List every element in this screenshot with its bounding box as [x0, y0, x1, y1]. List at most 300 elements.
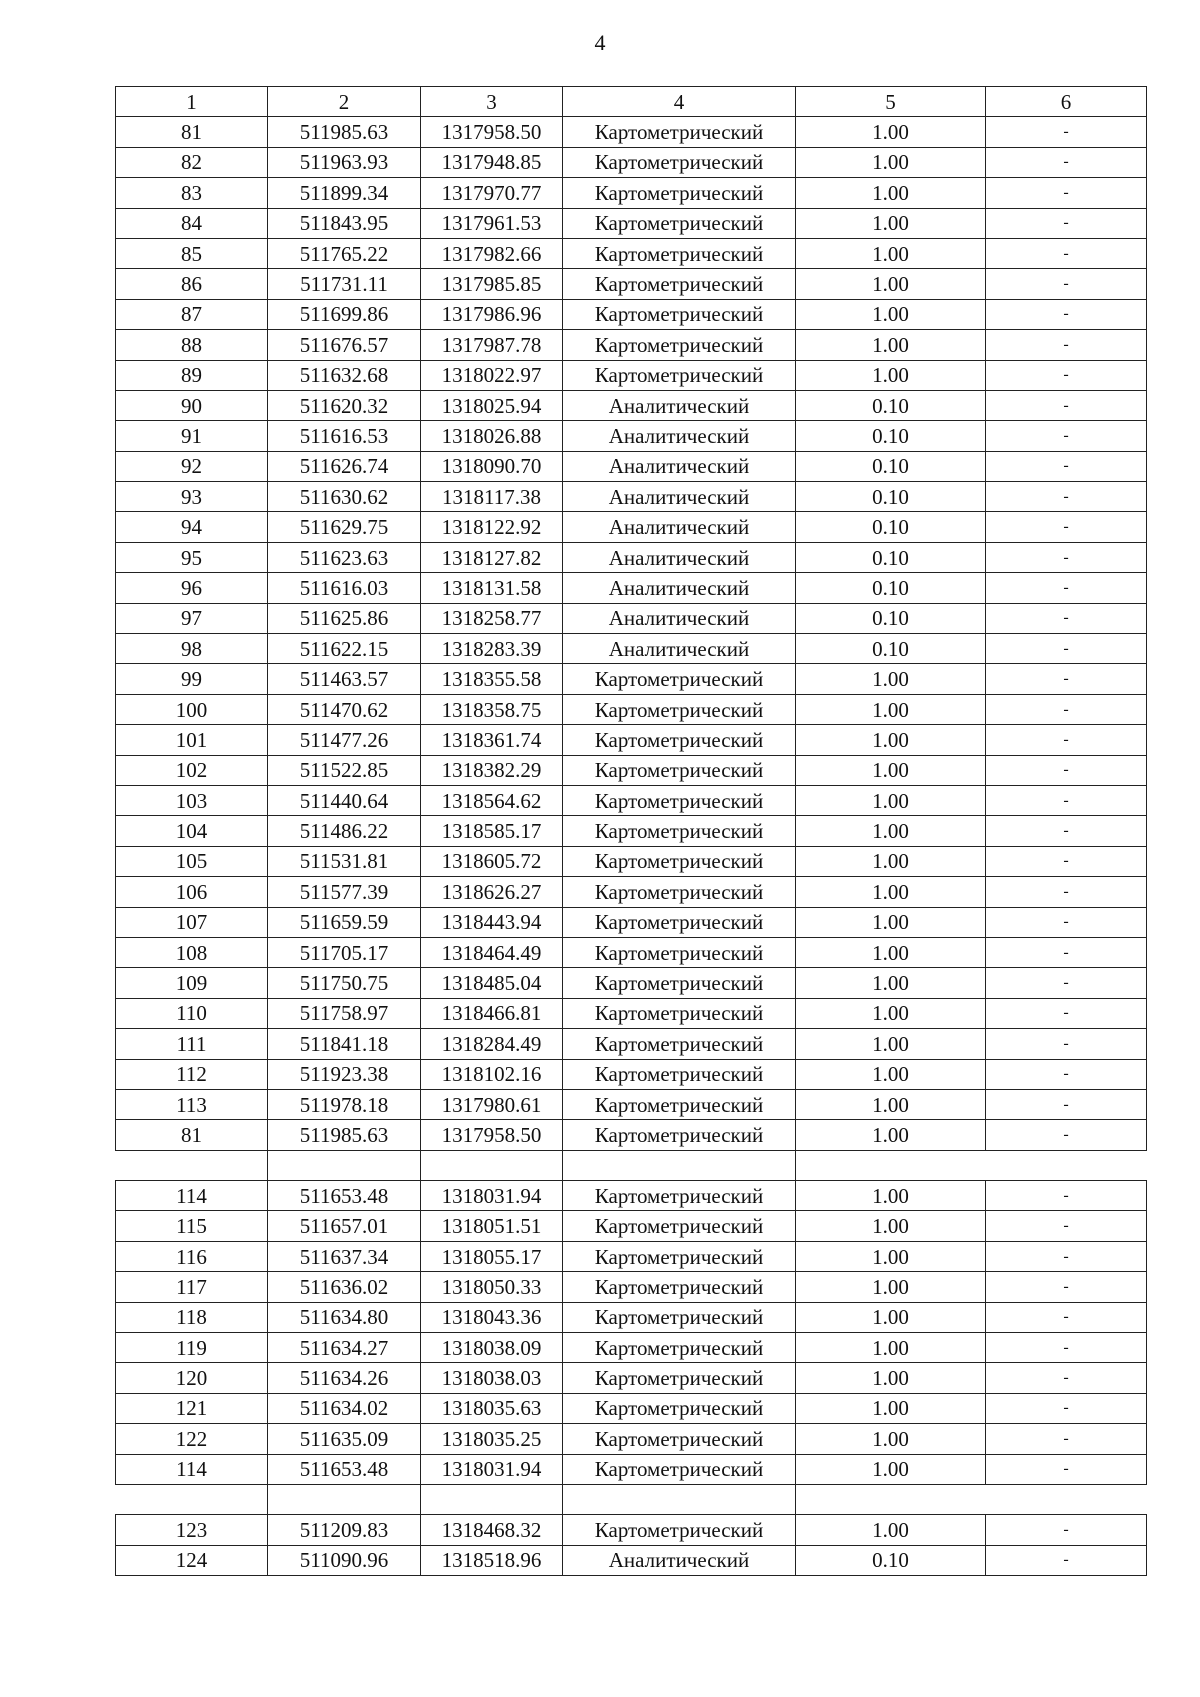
method-cell: Картометрический	[563, 1029, 796, 1059]
accuracy-cell: 0.10	[796, 390, 986, 420]
accuracy-cell: 1.00	[796, 1424, 986, 1454]
y-coordinate-cell: 1318382.29	[421, 755, 563, 785]
x-coordinate-cell: 511659.59	[268, 907, 421, 937]
table-row	[116, 1545, 1147, 1575]
accuracy-cell: 1.00	[796, 269, 986, 299]
note-cell: -	[986, 451, 1147, 481]
note-cell: -	[986, 634, 1147, 664]
method-cell: Аналитический	[563, 542, 796, 572]
table-row	[116, 755, 1147, 785]
point-number-cell: 102	[116, 755, 268, 785]
empty-cell	[563, 1150, 796, 1180]
method-cell: Картометрический	[563, 178, 796, 208]
point-number-cell: 111	[116, 1029, 268, 1059]
note-cell: -	[986, 816, 1147, 846]
note-cell: -	[986, 998, 1147, 1028]
accuracy-cell: 1.00	[796, 1363, 986, 1393]
y-coordinate-cell: 1317980.61	[421, 1089, 563, 1119]
table-row	[116, 603, 1147, 633]
note-cell: -	[986, 1333, 1147, 1363]
x-coordinate-cell: 511623.63	[268, 542, 421, 572]
x-coordinate-cell: 511630.62	[268, 482, 421, 512]
method-cell: Аналитический	[563, 634, 796, 664]
blank-separator-row	[116, 1484, 1147, 1514]
x-coordinate-cell: 511636.02	[268, 1272, 421, 1302]
point-number-cell: 97	[116, 603, 268, 633]
note-cell: -	[986, 421, 1147, 451]
table-row	[116, 1424, 1147, 1454]
x-coordinate-cell: 511758.97	[268, 998, 421, 1028]
note-cell: -	[986, 1181, 1147, 1211]
note-cell: -	[986, 117, 1147, 147]
method-cell: Картометрический	[563, 907, 796, 937]
point-number-cell: 81	[116, 1120, 268, 1150]
accuracy-cell: 1.00	[796, 846, 986, 876]
accuracy-cell: 1.00	[796, 1302, 986, 1332]
accuracy-cell: 1.00	[796, 755, 986, 785]
y-coordinate-cell: 1317970.77	[421, 178, 563, 208]
point-number-cell: 116	[116, 1241, 268, 1271]
method-cell: Аналитический	[563, 390, 796, 420]
table-row	[116, 421, 1147, 451]
note-cell: -	[986, 755, 1147, 785]
note-cell: -	[986, 907, 1147, 937]
x-coordinate-cell: 511616.53	[268, 421, 421, 451]
x-coordinate-cell: 511620.32	[268, 390, 421, 420]
point-number-cell: 107	[116, 907, 268, 937]
empty-cell	[563, 1484, 796, 1514]
x-coordinate-cell: 511634.27	[268, 1333, 421, 1363]
x-coordinate-cell: 511985.63	[268, 117, 421, 147]
point-number-cell: 109	[116, 968, 268, 998]
accuracy-cell: 1.00	[796, 1181, 986, 1211]
x-coordinate-cell: 511765.22	[268, 238, 421, 268]
note-cell: -	[986, 482, 1147, 512]
note-cell: -	[986, 390, 1147, 420]
method-cell: Картометрический	[563, 208, 796, 238]
table-row	[116, 542, 1147, 572]
table-row	[116, 1059, 1147, 1089]
x-coordinate-cell: 511635.09	[268, 1424, 421, 1454]
accuracy-cell: 1.00	[796, 1272, 986, 1302]
table-row	[116, 968, 1147, 998]
table-row	[116, 1181, 1147, 1211]
method-cell: Картометрический	[563, 147, 796, 177]
note-cell: -	[986, 1241, 1147, 1271]
point-number-cell: 98	[116, 634, 268, 664]
x-coordinate-cell: 511629.75	[268, 512, 421, 542]
accuracy-cell: 0.10	[796, 482, 986, 512]
x-coordinate-cell: 511731.11	[268, 269, 421, 299]
point-number-cell: 101	[116, 725, 268, 755]
x-coordinate-cell: 511637.34	[268, 1241, 421, 1271]
column-header: 1	[116, 87, 268, 117]
accuracy-cell: 0.10	[796, 603, 986, 633]
accuracy-cell: 0.10	[796, 1545, 986, 1575]
method-cell: Аналитический	[563, 482, 796, 512]
y-coordinate-cell: 1318564.62	[421, 785, 563, 815]
note-cell: -	[986, 664, 1147, 694]
y-coordinate-cell: 1318355.58	[421, 664, 563, 694]
method-cell: Картометрический	[563, 725, 796, 755]
y-coordinate-cell: 1317948.85	[421, 147, 563, 177]
y-coordinate-cell: 1318283.39	[421, 634, 563, 664]
empty-cell	[986, 1150, 1147, 1180]
y-coordinate-cell: 1318022.97	[421, 360, 563, 390]
table-row	[116, 1120, 1147, 1150]
table-row	[116, 117, 1147, 147]
point-number-cell: 114	[116, 1454, 268, 1484]
accuracy-cell: 1.00	[796, 725, 986, 755]
table-row	[116, 1515, 1147, 1545]
table-row	[116, 1241, 1147, 1271]
point-number-cell: 95	[116, 542, 268, 572]
note-cell: -	[986, 269, 1147, 299]
note-cell: -	[986, 725, 1147, 755]
method-cell: Картометрический	[563, 1393, 796, 1423]
accuracy-cell: 0.10	[796, 421, 986, 451]
page-number: 4	[594, 30, 606, 55]
note-cell: -	[986, 1302, 1147, 1332]
accuracy-cell: 0.10	[796, 542, 986, 572]
table-row	[116, 1333, 1147, 1363]
point-number-cell: 122	[116, 1424, 268, 1454]
empty-cell	[421, 1150, 563, 1180]
table-row	[116, 1029, 1147, 1059]
x-coordinate-cell: 511577.39	[268, 877, 421, 907]
accuracy-cell: 1.00	[796, 968, 986, 998]
note-cell: -	[986, 1393, 1147, 1423]
table-body	[116, 117, 1147, 1576]
table-row	[116, 1393, 1147, 1423]
table-row	[116, 907, 1147, 937]
method-cell: Картометрический	[563, 998, 796, 1028]
point-number-cell: 124	[116, 1545, 268, 1575]
table-row	[116, 238, 1147, 268]
point-number-cell: 103	[116, 785, 268, 815]
y-coordinate-cell: 1318361.74	[421, 725, 563, 755]
y-coordinate-cell: 1318051.51	[421, 1211, 563, 1241]
accuracy-cell: 1.00	[796, 178, 986, 208]
y-coordinate-cell: 1318626.27	[421, 877, 563, 907]
note-cell: -	[986, 1211, 1147, 1241]
note-cell: -	[986, 877, 1147, 907]
accuracy-cell: 1.00	[796, 299, 986, 329]
y-coordinate-cell: 1317982.66	[421, 238, 563, 268]
y-coordinate-cell: 1317958.50	[421, 117, 563, 147]
point-number-cell: 104	[116, 816, 268, 846]
accuracy-cell: 1.00	[796, 1211, 986, 1241]
y-coordinate-cell: 1318284.49	[421, 1029, 563, 1059]
header-row	[116, 87, 1147, 117]
note-cell: -	[986, 785, 1147, 815]
method-cell: Аналитический	[563, 1545, 796, 1575]
accuracy-cell: 1.00	[796, 1241, 986, 1271]
point-number-cell: 117	[116, 1272, 268, 1302]
accuracy-cell: 0.10	[796, 512, 986, 542]
y-coordinate-cell: 1318025.94	[421, 390, 563, 420]
x-coordinate-cell: 511653.48	[268, 1454, 421, 1484]
accuracy-cell: 1.00	[796, 117, 986, 147]
y-coordinate-cell: 1318468.32	[421, 1515, 563, 1545]
accuracy-cell: 1.00	[796, 1029, 986, 1059]
point-number-cell: 123	[116, 1515, 268, 1545]
accuracy-cell: 1.00	[796, 694, 986, 724]
note-cell: -	[986, 1424, 1147, 1454]
point-number-cell: 92	[116, 451, 268, 481]
note-cell: -	[986, 512, 1147, 542]
point-number-cell: 89	[116, 360, 268, 390]
accuracy-cell: 1.00	[796, 998, 986, 1028]
method-cell: Картометрический	[563, 1272, 796, 1302]
accuracy-cell: 1.00	[796, 147, 986, 177]
note-cell: -	[986, 573, 1147, 603]
empty-cell	[116, 1484, 268, 1514]
note-cell: -	[986, 1515, 1147, 1545]
accuracy-cell: 1.00	[796, 937, 986, 967]
note-cell: -	[986, 1029, 1147, 1059]
accuracy-cell: 0.10	[796, 573, 986, 603]
table-row	[116, 694, 1147, 724]
y-coordinate-cell: 1318122.92	[421, 512, 563, 542]
note-cell: -	[986, 1545, 1147, 1575]
method-cell: Аналитический	[563, 603, 796, 633]
y-coordinate-cell: 1318358.75	[421, 694, 563, 724]
accuracy-cell: 1.00	[796, 330, 986, 360]
accuracy-cell: 1.00	[796, 1454, 986, 1484]
x-coordinate-cell: 511978.18	[268, 1089, 421, 1119]
method-cell: Картометрический	[563, 360, 796, 390]
table-row	[116, 1454, 1147, 1484]
x-coordinate-cell: 511632.68	[268, 360, 421, 390]
accuracy-cell: 1.00	[796, 1089, 986, 1119]
table-row	[116, 360, 1147, 390]
table-row	[116, 178, 1147, 208]
column-header: 4	[563, 87, 796, 117]
y-coordinate-cell: 1317961.53	[421, 208, 563, 238]
note-cell: -	[986, 1272, 1147, 1302]
table-row	[116, 451, 1147, 481]
point-number-cell: 84	[116, 208, 268, 238]
table-row	[116, 816, 1147, 846]
table-row	[116, 1089, 1147, 1119]
point-number-cell: 121	[116, 1393, 268, 1423]
note-cell: -	[986, 208, 1147, 238]
x-coordinate-cell: 511616.03	[268, 573, 421, 603]
x-coordinate-cell: 511841.18	[268, 1029, 421, 1059]
y-coordinate-cell: 1318131.58	[421, 573, 563, 603]
accuracy-cell: 0.10	[796, 451, 986, 481]
method-cell: Картометрический	[563, 816, 796, 846]
table-row	[116, 846, 1147, 876]
note-cell: -	[986, 1454, 1147, 1484]
note-cell: -	[986, 360, 1147, 390]
method-cell: Аналитический	[563, 451, 796, 481]
x-coordinate-cell: 511676.57	[268, 330, 421, 360]
note-cell: -	[986, 1089, 1147, 1119]
note-cell: -	[986, 1120, 1147, 1150]
x-coordinate-cell: 511531.81	[268, 846, 421, 876]
method-cell: Картометрический	[563, 1454, 796, 1484]
method-cell: Картометрический	[563, 1515, 796, 1545]
y-coordinate-cell: 1317985.85	[421, 269, 563, 299]
method-cell: Картометрический	[563, 117, 796, 147]
accuracy-cell: 1.00	[796, 238, 986, 268]
table-row	[116, 573, 1147, 603]
table-header	[116, 87, 1147, 117]
empty-cell	[421, 1484, 563, 1514]
point-number-cell: 106	[116, 877, 268, 907]
empty-cell	[796, 1150, 986, 1180]
table-row	[116, 1363, 1147, 1393]
y-coordinate-cell: 1318035.63	[421, 1393, 563, 1423]
method-cell: Картометрический	[563, 755, 796, 785]
method-cell: Картометрический	[563, 299, 796, 329]
point-number-cell: 110	[116, 998, 268, 1028]
point-number-cell: 86	[116, 269, 268, 299]
x-coordinate-cell: 511486.22	[268, 816, 421, 846]
blank-separator-row	[116, 1150, 1147, 1180]
x-coordinate-cell: 511622.15	[268, 634, 421, 664]
point-number-cell: 120	[116, 1363, 268, 1393]
table-row	[116, 1211, 1147, 1241]
accuracy-cell: 1.00	[796, 907, 986, 937]
x-coordinate-cell: 511440.64	[268, 785, 421, 815]
x-coordinate-cell: 511750.75	[268, 968, 421, 998]
coordinates-table	[115, 86, 1147, 1576]
x-coordinate-cell: 511470.62	[268, 694, 421, 724]
x-coordinate-cell: 511634.80	[268, 1302, 421, 1332]
x-coordinate-cell: 511625.86	[268, 603, 421, 633]
method-cell: Картометрический	[563, 269, 796, 299]
note-cell: -	[986, 542, 1147, 572]
note-cell: -	[986, 1363, 1147, 1393]
x-coordinate-cell: 511923.38	[268, 1059, 421, 1089]
x-coordinate-cell: 511626.74	[268, 451, 421, 481]
y-coordinate-cell: 1318485.04	[421, 968, 563, 998]
accuracy-cell: 1.00	[796, 1515, 986, 1545]
note-cell: -	[986, 1059, 1147, 1089]
y-coordinate-cell: 1318127.82	[421, 542, 563, 572]
accuracy-cell: 1.00	[796, 664, 986, 694]
point-number-cell: 87	[116, 299, 268, 329]
empty-cell	[986, 1484, 1147, 1514]
x-coordinate-cell: 511843.95	[268, 208, 421, 238]
table-row	[116, 512, 1147, 542]
note-cell: -	[986, 178, 1147, 208]
method-cell: Аналитический	[563, 421, 796, 451]
point-number-cell: 113	[116, 1089, 268, 1119]
table-row	[116, 998, 1147, 1028]
method-cell: Картометрический	[563, 785, 796, 815]
point-number-cell: 90	[116, 390, 268, 420]
table-row	[116, 482, 1147, 512]
method-cell: Картометрический	[563, 1302, 796, 1332]
y-coordinate-cell: 1318038.03	[421, 1363, 563, 1393]
method-cell: Картометрический	[563, 937, 796, 967]
accuracy-cell: 1.00	[796, 877, 986, 907]
method-cell: Аналитический	[563, 512, 796, 542]
y-coordinate-cell: 1317987.78	[421, 330, 563, 360]
x-coordinate-cell: 511477.26	[268, 725, 421, 755]
point-number-cell: 96	[116, 573, 268, 603]
y-coordinate-cell: 1318117.38	[421, 482, 563, 512]
method-cell: Картометрический	[563, 1333, 796, 1363]
table-row	[116, 664, 1147, 694]
y-coordinate-cell: 1318466.81	[421, 998, 563, 1028]
method-cell: Картометрический	[563, 1424, 796, 1454]
accuracy-cell: 0.10	[796, 634, 986, 664]
note-cell: -	[986, 603, 1147, 633]
method-cell: Картометрический	[563, 330, 796, 360]
y-coordinate-cell: 1318043.36	[421, 1302, 563, 1332]
column-header: 3	[421, 87, 563, 117]
method-cell: Картометрический	[563, 1241, 796, 1271]
y-coordinate-cell: 1318035.25	[421, 1424, 563, 1454]
accuracy-cell: 1.00	[796, 1393, 986, 1423]
point-number-cell: 105	[116, 846, 268, 876]
method-cell: Картометрический	[563, 238, 796, 268]
point-number-cell: 115	[116, 1211, 268, 1241]
point-number-cell: 100	[116, 694, 268, 724]
x-coordinate-cell: 511899.34	[268, 178, 421, 208]
y-coordinate-cell: 1318102.16	[421, 1059, 563, 1089]
x-coordinate-cell: 511634.26	[268, 1363, 421, 1393]
table-row	[116, 299, 1147, 329]
point-number-cell: 99	[116, 664, 268, 694]
table-row	[116, 390, 1147, 420]
empty-cell	[796, 1484, 986, 1514]
point-number-cell: 93	[116, 482, 268, 512]
x-coordinate-cell: 511209.83	[268, 1515, 421, 1545]
point-number-cell: 118	[116, 1302, 268, 1332]
point-number-cell: 108	[116, 937, 268, 967]
y-coordinate-cell: 1318585.17	[421, 816, 563, 846]
column-header: 5	[796, 87, 986, 117]
method-cell: Картометрический	[563, 1211, 796, 1241]
point-number-cell: 94	[116, 512, 268, 542]
accuracy-cell: 1.00	[796, 1059, 986, 1089]
y-coordinate-cell: 1317958.50	[421, 1120, 563, 1150]
note-cell: -	[986, 694, 1147, 724]
point-number-cell: 112	[116, 1059, 268, 1089]
y-coordinate-cell: 1318050.33	[421, 1272, 563, 1302]
table-row	[116, 725, 1147, 755]
x-coordinate-cell: 511985.63	[268, 1120, 421, 1150]
accuracy-cell: 1.00	[796, 1120, 986, 1150]
y-coordinate-cell: 1318038.09	[421, 1333, 563, 1363]
x-coordinate-cell: 511699.86	[268, 299, 421, 329]
table-row	[116, 634, 1147, 664]
accuracy-cell: 1.00	[796, 208, 986, 238]
y-coordinate-cell: 1318026.88	[421, 421, 563, 451]
y-coordinate-cell: 1318031.94	[421, 1181, 563, 1211]
note-cell: -	[986, 299, 1147, 329]
note-cell: -	[986, 968, 1147, 998]
table-row	[116, 877, 1147, 907]
method-cell: Картометрический	[563, 1059, 796, 1089]
note-cell: -	[986, 330, 1147, 360]
note-cell: -	[986, 846, 1147, 876]
x-coordinate-cell: 511522.85	[268, 755, 421, 785]
method-cell: Картометрический	[563, 1120, 796, 1150]
point-number-cell: 91	[116, 421, 268, 451]
accuracy-cell: 1.00	[796, 360, 986, 390]
method-cell: Картометрический	[563, 694, 796, 724]
table-row	[116, 785, 1147, 815]
point-number-cell: 88	[116, 330, 268, 360]
y-coordinate-cell: 1318518.96	[421, 1545, 563, 1575]
